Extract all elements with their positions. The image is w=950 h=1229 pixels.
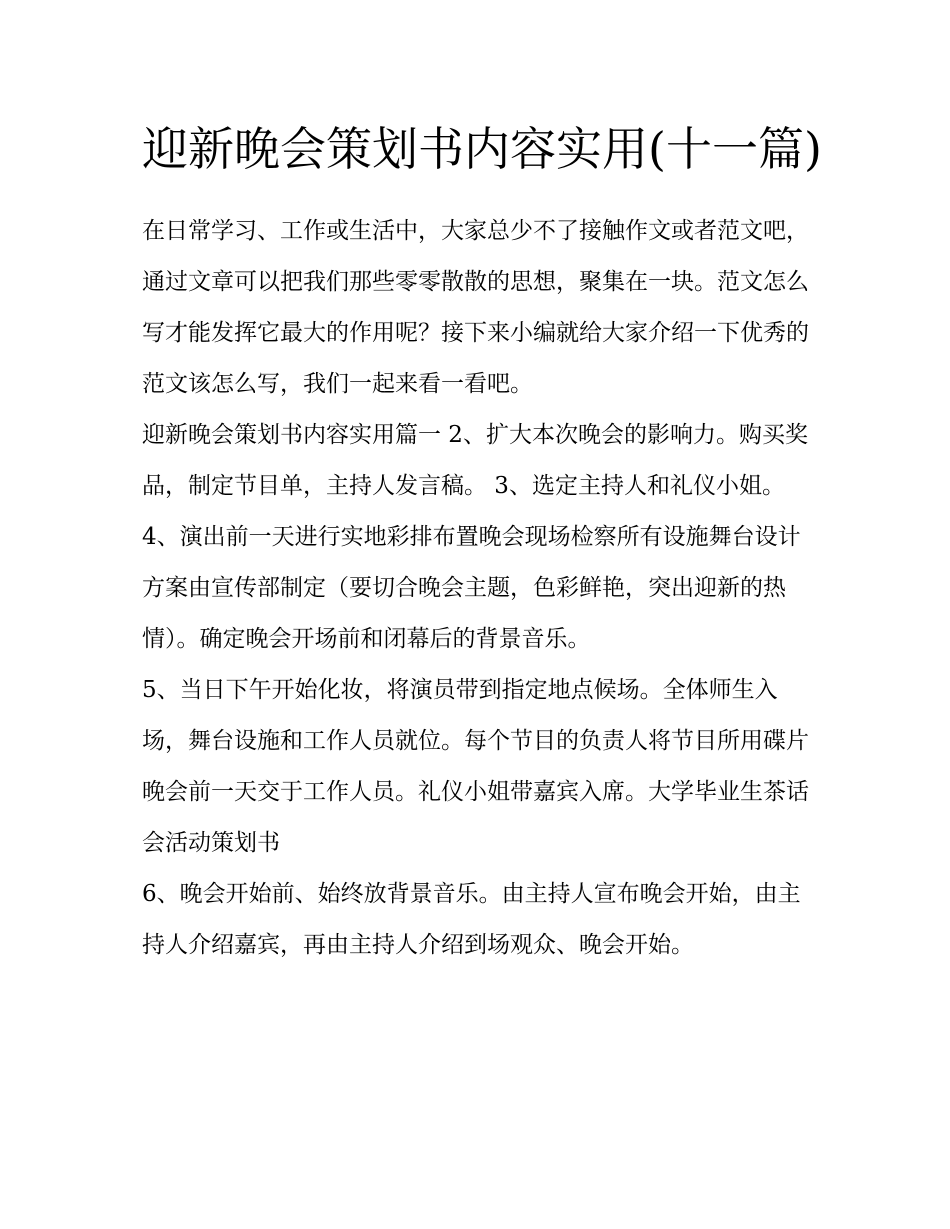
- intro-paragraph: 在日常学习、工作或生活中，大家总少不了接触作文或者范文吧，通过文章可以把我们那些零零散散的思想，聚集在一块。范文怎么写才能发挥它最大的作用呢？接下来小编就给大家介绍一下优秀的范文该怎么写，我们一起来看一看吧。: [142, 218, 809, 397]
- document-content: [142, 110, 822, 971]
- document-title: 迎新晚会策划书内容实用(十一篇): [142, 122, 822, 176]
- paragraph-item-3: 5、当日下午开始化妆，将演员带到指定地点候场。全体师生入场，舞台设施和工作人员就位。每个节目的负责人将节目所用碟片晚会前一天交于工作人员。礼仪小姐带嘉宾入席。大学毕业生茶话会活动策划书: [142, 677, 809, 856]
- paragraph-item-1: 迎新晚会策划书内容实用篇一 2、扩大本次晚会的影响力。购买奖品，制定节目单，主持人发言稿。 3、选定主持人和礼仪小姐。: [142, 422, 808, 499]
- paragraph-item-2: 4、演出前一天进行实地彩排布置晚会现场检察所有设施舞台设计方案由宣传部制定（要切合晚会主题，色彩鲜艳，突出迎新的热情）。确定晚会开场前和闭幕后的背景音乐。: [142, 524, 801, 652]
- paragraph-item-4: 6、晚会开始前、始终放背景音乐。由主持人宣布晚会开始，由主持人介绍嘉宾，再由主持人介绍到场观众、晚会开始。: [142, 881, 801, 958]
